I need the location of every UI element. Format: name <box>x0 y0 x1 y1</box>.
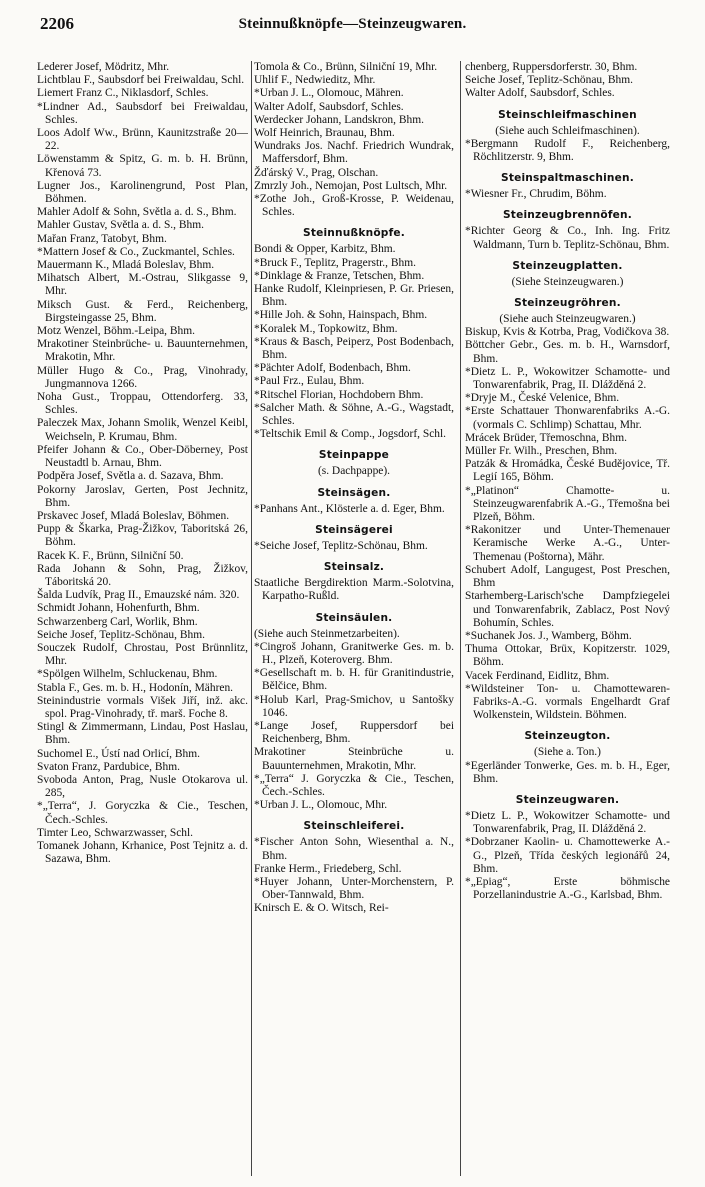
directory-entry: Vacek Ferdinand, Eidlitz, Bhm. <box>465 669 610 682</box>
directory-entry: Steinindustrie vormals Višek Jiří, inž. akc. spol. Prag-Vinohrady, tř. marš. Foche 8. <box>37 694 248 720</box>
directory-entry: Seiche Josef, Teplitz-Schönau, Bhm. <box>465 74 633 87</box>
directory-entry: Mrakotiner Steinbrüche u. Bauunternehmen, Mrakotin, Mhr. <box>254 746 454 772</box>
directory-entry: Mrácek Brüder, Třemoschna, Bhm. <box>465 431 627 444</box>
directory-entry: *Bergmann Rudolf F., Reichenberg, Röchlitzerstr. 9, Bhm. <box>465 137 670 164</box>
directory-entry: *Panhans Ant., Klösterle a. d. Eger, Bhm. <box>254 502 445 515</box>
directory-entry: Bondi & Opper, Karbitz, Bhm. <box>254 243 396 256</box>
directory-entry: *Kraus & Basch, Peiperz, Post Bodenbach, Bhm. <box>254 335 454 362</box>
section-heading: Steinschleifmaschinen <box>498 108 637 121</box>
directory-entry: Zmrzly Joh., Nemojan, Post Lultsch, Mhr. <box>254 179 448 192</box>
column-divider <box>251 61 252 1176</box>
directory-entry: Thuma Ottokar, Brüx, Kopitzerstr. 1029, Böhm. <box>465 643 670 669</box>
directory-entry: Loos Adolf Ww., Brünn, Kaunitzstraße 20—22. <box>37 127 248 153</box>
directory-entry: Hanke Rudolf, Kleinpriesen, P. Gr. Priesen, Bhm. <box>254 283 454 309</box>
section-heading: Steinsägen. <box>317 486 391 499</box>
directory-entry: Knirsch E. & O. Witsch, Rei- <box>254 902 389 915</box>
directory-entry: Staatliche Bergdirektion Marm.-Solotvina, Karpatho-Rußld. <box>254 577 454 603</box>
directory-entry: Timter Leo, Schwarzwasser, Schl. <box>37 826 194 839</box>
directory-entry: Motz Wenzel, Böhm.-Leipa, Bhm. <box>37 325 196 338</box>
directory-column-2 <box>254 61 454 1183</box>
directory-entry: *Holub Karl, Prag-Smichov, u Santošky 1046. <box>254 693 454 719</box>
cross-reference-note: (s. Dachpappe). <box>317 465 391 478</box>
directory-entry: Tomanek Johann, Krhanice, Post Tejnitz a. d. Sazawa, Bhm. <box>37 839 248 866</box>
directory-entry: *Egerländer Tonwerke, Ges. m. b. H., Eger, Bhm. <box>465 759 670 785</box>
directory-entry: Mařan Franz, Tatobyt, Bhm. <box>37 232 167 245</box>
directory-entry: *Dryje M., České Velenice, Bhm. <box>465 392 620 405</box>
directory-entry: *Suchanek Jos. J., Wamberg, Böhm. <box>465 629 632 642</box>
directory-entry: (Siehe auch Steinmetzarbeiten). <box>254 627 400 640</box>
directory-entry: Löwenstamm & Spitz, G. m. b. H. Brünn, Křenová 73. <box>37 153 248 179</box>
directory-entry: Wolf Heinrich, Braunau, Bhm. <box>254 127 395 140</box>
directory-entry: *Lindner Ad., Saubsdorf bei Freiwaldau, Schles. <box>37 100 248 126</box>
directory-entry: Prskavec Josef, Mladá Boleslav, Böhmen. <box>37 509 230 522</box>
section-heading: Steinzeugbrennöfen. <box>502 209 633 222</box>
directory-entry: *Urban J. L., Olomouc, Mähren. <box>254 87 404 100</box>
section-heading: Steinzeugwaren. <box>515 793 620 806</box>
directory-entry: Franke Herm., Friedeberg, Schl. <box>254 862 402 875</box>
directory-entry: Lichtblau F., Saubsdorf bei Freiwaldau, Schl. <box>37 74 245 87</box>
directory-entry: Mihatsch Albert, M.-Ostrau, Slikgasse 9, Mhr. <box>37 272 248 298</box>
directory-entry: Svoboda Anton, Prag, Nusle Otokarova ul. 285, <box>37 773 248 800</box>
directory-entry: *Pächter Adolf, Bodenbach, Bhm. <box>254 362 411 375</box>
directory-entry: Liemert Franz C., Niklasdorf, Schles. <box>37 87 209 100</box>
section-heading: Steinpappe <box>318 449 390 462</box>
directory-entry: Tomola & Co., Brünn, Silniční 19, Mhr. <box>254 61 438 73</box>
directory-entry: *Erste Schattauer Thonwarenfabriks A.-G. (vormals C. Schlimp) Schattau, Mhr. <box>465 405 670 431</box>
section-heading: Steinzeugröhren. <box>514 297 621 310</box>
directory-entry: Miksch Gust. & Ferd., Reichenberg, Birgsteingasse 25, Bhm. <box>37 298 248 324</box>
section-heading: Steinsäulen. <box>315 611 393 624</box>
section-heading: Steinspaltmaschinen. <box>500 172 635 185</box>
directory-entry: *Salcher Math. & Söhne, A.-G., Wagstadt, Schles. <box>254 401 454 428</box>
directory-entry: *Mattern Josef & Co., Zuckmantel, Schles. <box>37 245 235 258</box>
directory-entry: Rada Johann & Sohn, Prag, Žižkov, Táboritská 20. <box>37 562 248 588</box>
directory-entry: *Koralek M., Topkowitz, Bhm. <box>254 322 398 335</box>
section-heading: Steinzeugton. <box>524 730 611 743</box>
directory-entry: *„Epiag“, Erste böhmische Porzellanindustrie A.-G., Karlsbad, Bhm. <box>465 875 670 902</box>
directory-entry: Schubert Adolf, Langugest, Post Preschen, Bhm <box>465 563 670 590</box>
directory-entry: *Seiche Josef, Teplitz-Schönau, Bhm. <box>254 539 428 552</box>
directory-entry: *Cingroš Johann, Granitwerke Ges. m. b. H., Plzeň, Koteroverg. Bhm. <box>254 640 454 666</box>
directory-entry: Böttcher Gebr., Ges. m. b. H., Warnsdorf, Bhm. <box>465 339 670 365</box>
directory-entry: Pfeifer Johann & Co., Ober-Döberney, Post Neustadtl b. Arnau, Bhm. <box>37 443 248 470</box>
directory-entry: Schwarzenberg Carl, Worlik, Bhm. <box>37 615 198 628</box>
directory-entry: *Richter Georg & Co., Inh. Ing. Fritz Waldmann, Turn b. Teplitz-Schönau, Bhm. <box>465 225 670 251</box>
cross-reference-note: (Siehe auch Steinzeugwaren.) <box>499 313 636 326</box>
directory-entry: Starhemberg-Larisch'sche Dampfziegelei und Tonwarenfabrik, Zablacz, Post Nový Bohumín, Schles. <box>465 590 670 629</box>
page-title: Steinnußknöpfe—Steinzeugwaren. <box>238 16 467 32</box>
directory-entry: *Dietz L. P., Wokowitzer Schamotte- und Tonwarenfabrik, Prag, II. Dlážděná 2. <box>465 365 670 392</box>
directory-entry: *„Terra“, J. Goryczka & Cie., Teschen, Čech.-Schles. <box>37 800 248 826</box>
cross-reference-note: (Siehe a. Ton.) <box>534 746 601 759</box>
directory-entry: *Urban J. L., Olomouc, Mhr. <box>254 799 388 812</box>
directory-entry: *Hille Joh. & Sohn, Hainspach, Bhm. <box>254 309 428 322</box>
directory-entry: Žďárský V., Prag, Olschan. <box>254 166 379 179</box>
page-header <box>0 0 705 48</box>
directory-entry: Müller Fr. Wilh., Preschen, Bhm. <box>465 445 618 458</box>
directory-entry: Podpěra Josef, Světla a. d. Sazava, Bhm. <box>37 470 224 483</box>
cross-reference-note: (Siehe auch Schleifmaschinen). <box>495 124 640 137</box>
directory-entry: *Rakonitzer und Unter-Themenauer Keramische Werke A.-G., Unter-Themenau (Poštorna), Mähr. <box>465 524 670 563</box>
directory-entry: *Ritschel Florian, Hochdobern Bhm. <box>254 388 424 401</box>
page-number: 2206 <box>40 14 74 33</box>
directory-entry: *„Platinon“ Chamotte- u. Steinzeugwarenfabrik A.-G., Třemošna bei Plzeň, Böhm. <box>465 484 670 524</box>
directory-entry: *Wiesner Fr., Chrudim, Böhm. <box>465 188 607 201</box>
directory-entry: *Gesellschaft m. b. H. für Granitindustrie, Bělčice, Bhm. <box>254 667 454 693</box>
directory-entry: *Wildsteiner Ton- u. Chamottewaren-Fabriks-A.-G. vormals Engelhardt Graf Wolkenstein, Wildstein. Böhmen. <box>465 682 670 722</box>
section-heading: Steinsalz. <box>323 561 385 574</box>
directory-entry: *Paul Frz., Eulau, Bhm. <box>254 375 365 388</box>
directory-entry: Svaton Franz, Pardubice, Bhm. <box>37 760 180 773</box>
directory-entry: Mrakotiner Steinbrüche- u. Bauunternehmen, Mrakotin, Mhr. <box>37 338 248 364</box>
directory-entry: *Bruck F., Teplitz, Pragerstr., Bhm. <box>254 256 416 269</box>
section-heading: Steinzeugplatten. <box>512 259 623 272</box>
directory-entry: Noha Gust., Troppau, Ottendorferg. 33, Schles. <box>37 391 248 417</box>
column-divider <box>460 61 461 1176</box>
directory-entry: Suchomel E., Ústí nad Orlicí, Bhm. <box>37 747 200 760</box>
directory-column-1 <box>37 61 248 1183</box>
directory-entry: Müller Hugo & Co., Prag, Vinohrady, Jungmannova 1266. <box>37 364 248 390</box>
directory-entry: Uhlif F., Nedwieditz, Mhr. <box>254 74 376 87</box>
directory-entry: Werdecker Johann, Landskron, Bhm. <box>254 113 424 126</box>
directory-entry: Walter Adolf, Saubsdorf, Schles. <box>254 100 404 113</box>
directory-entry: Biskup, Kvis & Kotrba, Prag, Vodičkova 38. <box>465 326 670 339</box>
directory-entry: Schmidt Johann, Hohenfurth, Bhm. <box>37 602 200 615</box>
section-heading: Steinnußknöpfe. <box>302 227 406 240</box>
directory-entry: *Spölgen Wilhelm, Schluckenau, Bhm. <box>37 668 218 681</box>
directory-entry: chenberg, Ruppersdorferstr. 30, Bhm. <box>465 61 638 73</box>
directory-entry: *Huyer Johann, Unter-Morchenstern, P. Ober-Tannwald, Bhm. <box>254 875 454 902</box>
directory-entry: *Fischer Anton Sohn, Wiesenthal a. N., Bhm. <box>254 836 454 862</box>
directory-entry: Racek K. F., Brünn, Silniční 50. <box>37 549 184 562</box>
directory-entry: *Dobrzaner Kaolin- u. Chamottewerke A.-G., Plzeň, Třída českých legionářů 24, Bhm. <box>465 836 670 875</box>
directory-entry: Patzák & Hromádka, České Budějovice, Tř. Legií 165, Böhm. <box>465 458 670 484</box>
directory-entry: Lugner Jos., Karolinengrund, Post Plan, Böhmen. <box>37 179 248 206</box>
directory-entry: Seiche Josef, Teplitz-Schönau, Bhm. <box>37 628 205 641</box>
directory-entry: *Dietz L. P., Wokowitzer Schamotte- und Tonwarenfabrik, Prag, II. Dlážděná 2. <box>465 809 670 836</box>
directory-entry: Wundraks Jos. Nachf. Friedrich Wundrak, Maffersdorf, Bhm. <box>254 140 454 166</box>
directory-column-3 <box>465 61 670 1183</box>
directory-entry: Šalda Ludvík, Prag II., Emauzské nám. 320. <box>37 589 240 602</box>
directory-entry: Stabla F., Ges. m. b. H., Hodonín, Mähren. <box>37 681 234 694</box>
directory-entry: *Lange Josef, Ruppersdorf bei Reichenberg, Bhm. <box>254 719 454 746</box>
section-heading: Steinsägerei <box>315 523 393 536</box>
directory-entry: Pupp & Škarka, Prag-Žižkov, Taboritská 26, Böhm. <box>37 523 248 549</box>
directory-entry: Mahler Adolf & Sohn, Světla a. d. S., Bhm. <box>37 206 237 219</box>
directory-entry: *„Terra“ J. Goryczka & Cie., Teschen, Čech.-Schles. <box>254 772 454 798</box>
directory-entry: Walter Adolf, Saubsdorf, Schles. <box>465 87 615 100</box>
cross-reference-note: (Siehe Steinzeugwaren.) <box>511 275 624 288</box>
directory-entry: Lederer Josef, Mödritz, Mhr. <box>37 61 170 73</box>
directory-entry: *Zothe Joh., Groß-Krosse, P. Weidenau, Schles. <box>254 193 454 219</box>
section-heading: Steinschleiferei. <box>303 820 405 833</box>
directory-entry: Paleczek Max, Johann Smolik, Wenzel Keibl, Weichseln, P. Krumau, Bhm. <box>37 417 248 443</box>
directory-entry: Pokorny Jaroslav, Gerten, Post Jechnitz, Bhm. <box>37 483 248 509</box>
directory-entry: Mahler Gustav, Světla a. d. S., Bhm. <box>37 219 204 232</box>
directory-entry: Mauermann K., Mladá Boleslav, Bhm. <box>37 259 215 272</box>
directory-entry: *Teltschik Emil & Comp., Jogsdorf, Schl. <box>254 428 447 441</box>
directory-entry: Souczek Rudolf, Chrostau, Post Brünnlitz, Mhr. <box>37 641 248 668</box>
directory-entry: *Dinklage & Franze, Tetschen, Bhm. <box>254 269 425 282</box>
directory-entry: Stingl & Zimmermann, Lindau, Post Haslau, Bhm. <box>37 721 248 747</box>
